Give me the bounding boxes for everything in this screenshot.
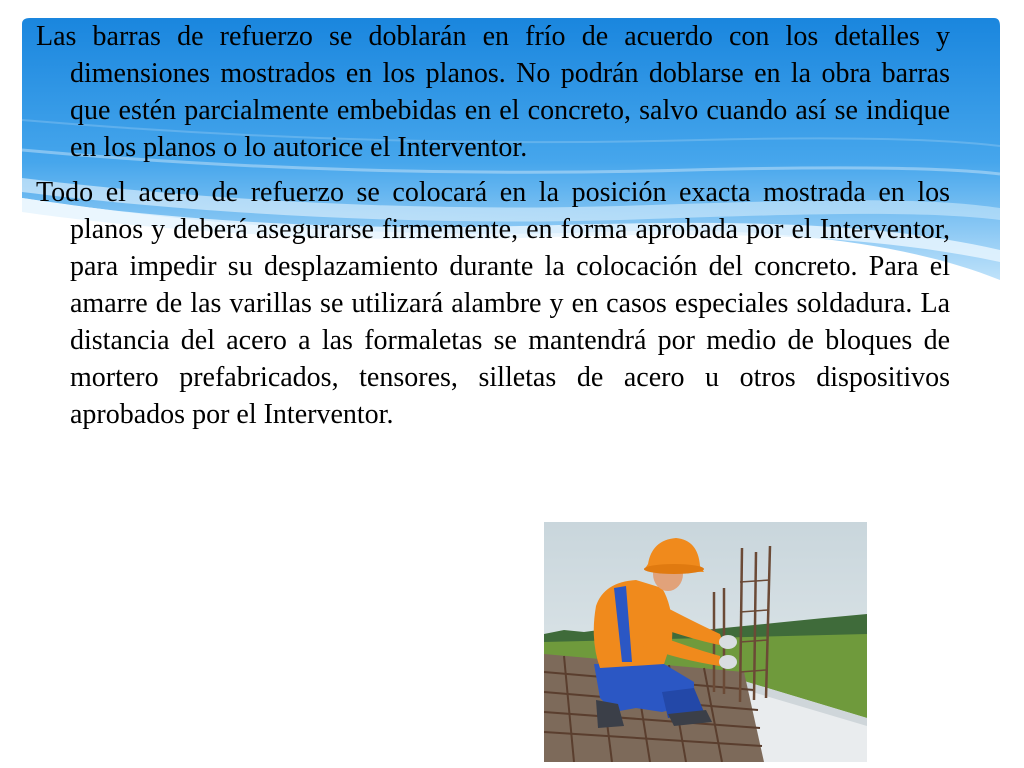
paragraph-1 bbox=[36, 18, 950, 166]
paragraph-2-text: Todo el acero de refuerzo se colocará en la posición exacta mostrada en los planos y deberá asegurarse firmemente, en forma aprobada por el Interventor, para impedir su desplazamiento durante la colocación del concreto. Para el amarre de las varillas se utilizará alambre y en casos especiales soldadura. La distancia del acero a las formaletas se mantendrá por medio de bloques de mortero prefabricados, tensores, silletas de acero u otros dispositivos aprobados por el Interventor. bbox=[36, 177, 950, 430]
text-content bbox=[36, 18, 950, 441]
paragraph-2 bbox=[36, 174, 950, 433]
paragraph-1-text: Las barras de refuerzo se doblarán en frío de acuerdo con los detalles y dimensiones mostrados en los planos. No podrán doblarse en la obra barras que estén parcialmente embebidas en el concreto, salvo cuando así se indique en los planos o lo autorice el Interventor. bbox=[36, 21, 950, 163]
construction-worker-photo bbox=[544, 522, 867, 762]
